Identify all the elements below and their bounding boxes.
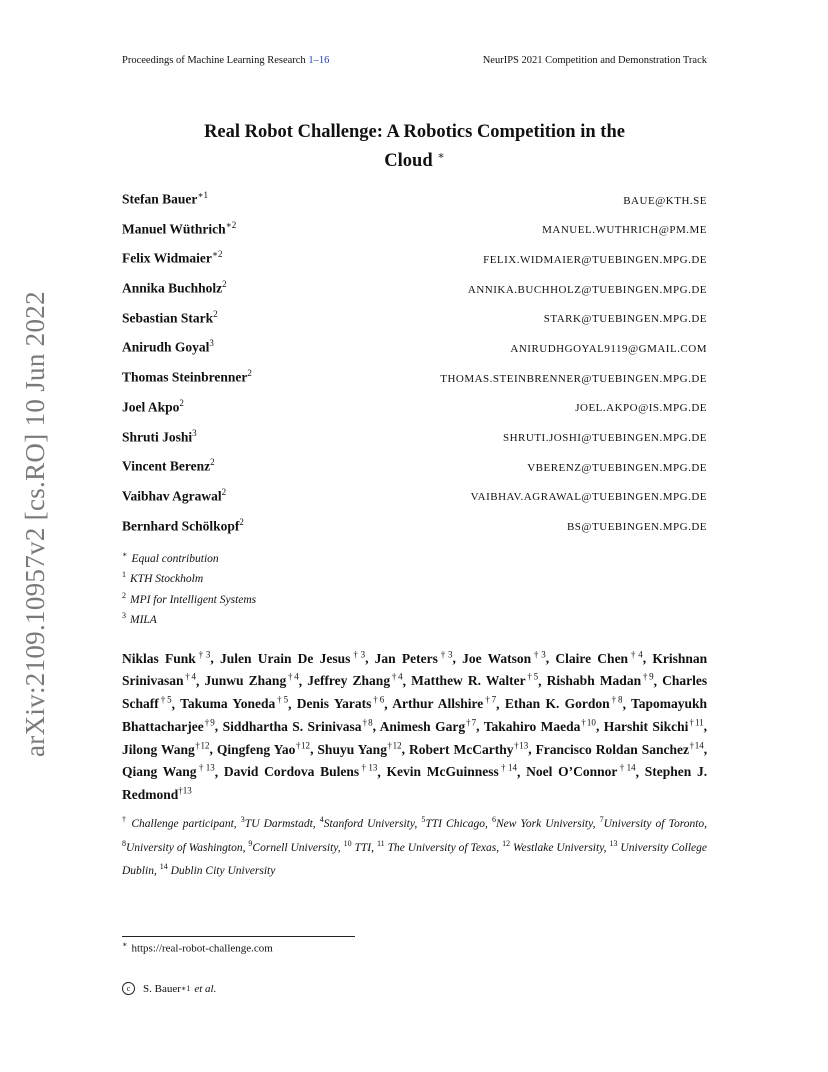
author-name: Joel Akpo$^2$ [122, 397, 184, 415]
participant-list: Niklas Funk$^{\dagger 3}$, Julen Urain De Jesus$^{\dagger 3}$, Jan Peters$^{\dagger 3}$, Joe Watson$^{\dagger 3}$, Claire Chen$^{\dagger 4}$, Krishnan Srinivasan$^{\dagger 4}$, Junwu Zhang$^{\dagger 4}$, Jeffrey Zhang$^{\dagger 4}$, Matthew R. Walter$^{\dagger 5}$, Rishabh Madan$^{\dagger 9}$, Charles Schaff$^{\dagger 5}$, Takuma Yoneda$^{\dagger 5}$, Denis Yarats$^{\dagger 6}$, Arthur Allshire$^{\dagger 7}$, Ethan K. Gordon$^{\dagger 8}$, Tapomayukh Bhattacharjee$^{\dagger 9}$, Siddhartha S. Srinivasa$^{\dagger 8}$, Animesh Garg$^{\dagger 7}$, Takahiro Maeda$^{\dagger 10}$, Harshit Sikchi$^{\dagger 11}$, Jilong Wang$^{\dagger 12}$, Qingfeng Yao$^{\dagger 12}$, Shuyu Yang$^{\dagger 12}$, Robert McCarthy$^{\dagger 13}$, Francisco Roldan Sanchez$^{\dagger 14}$, Qiang Wang$^{\dagger 13}$, David Cordova Bulens$^{\dagger 13}$, Kevin McGuinness$^{\dagger 14}$, Noel O’Connor$^{\dagger 14}$, Stephen J. Redmond$^{\dagger 13}$ [122, 649, 708, 803]
participant-name: Jan Peters$^{\dagger 3}$ [374, 649, 453, 666]
author-row [122, 338, 707, 368]
author-name: Thomas Steinbrenner$^2$ [122, 368, 252, 385]
affiliation-item: $^1$ KTH Stockholm [122, 570, 204, 586]
participant-name: Harshit Sikchi$^{\dagger 11}$ [603, 717, 704, 734]
participant-name: Robert McCarthy$^{\dagger 13}$ [409, 740, 529, 757]
participant-name: Shuyu Yang$^{\dagger 12}$ [317, 740, 402, 757]
title-line-2: Cloud ∗ [384, 150, 445, 172]
institution-item: $^6$New York University, [492, 815, 596, 830]
author-row [122, 279, 707, 309]
participant-name: David Cordova Bulens$^{\dagger 13}$ [223, 762, 378, 780]
author-email[interactable]: BS@TUEBINGEN.MPG.DE [566, 521, 707, 534]
institution-item: $^{13}$ University College Dublin, [122, 838, 708, 878]
participant-name: Takahiro Maeda$^{\dagger 10}$ [483, 717, 596, 734]
author-email[interactable]: THOMAS.STEINBRENNER@TUEBINGEN.MPG.DE [440, 372, 707, 385]
author-name: Bernhard Schölkopf$^2$ [122, 516, 244, 534]
affiliation-item: ∗ Equal contribution [122, 550, 219, 565]
author-row [122, 428, 707, 458]
author-name: Sebastian Stark$^2$ [122, 308, 218, 326]
author-name: Manuel Wüthrich$^{∗2}$ [122, 219, 237, 237]
participant-name: Junwu Zhang$^{\dagger 4}$ [204, 671, 299, 689]
author-row [122, 398, 707, 428]
participant-name: Animesh Garg$^{\dagger 7}$ [379, 717, 477, 734]
author-affiliation-mark: 2 [210, 457, 215, 468]
affiliation-item: $^3$ MILA [122, 610, 157, 626]
author-name: Stefan Bauer$^{∗1}$ [122, 190, 208, 207]
author-row [122, 487, 707, 517]
author-name: Anirudh Goyal$^3$ [122, 338, 214, 355]
running-head-left: Proceedings of Machine Learning Research 1–16 [122, 55, 330, 66]
running-head [122, 55, 707, 66]
author-name: Felix Widmaier$^{∗2}$ [122, 249, 223, 266]
title-line-1: Real Robot Challenge: A Robotics Competition in the [204, 122, 625, 142]
participant-name: Ethan K. Gordon$^{\dagger 8}$ [504, 694, 623, 712]
author-affiliation-mark: 2 [213, 308, 218, 319]
copyright-author: S. Bauer [143, 982, 181, 995]
author-name: Vincent Berenz$^2$ [122, 457, 215, 474]
institution-item: $^9$Cornell University, [248, 838, 341, 854]
author-email[interactable]: JOEL.AKPO@IS.MPG.DE [575, 402, 707, 415]
title-footnote-mark[interactable]: ∗ [437, 150, 445, 162]
participant-name: Arthur Allshire$^{\dagger 7}$ [392, 694, 497, 712]
author-affiliation-mark: 2 [179, 397, 184, 408]
author-affiliation-mark: 3 [209, 338, 214, 349]
participant-name: Jeffrey Zhang$^{\dagger 4}$ [307, 671, 403, 689]
author-affiliation-mark: 2 [221, 486, 227, 497]
participant-name: Charles Schaff$^{\dagger 5}$ [122, 673, 708, 712]
participant-name: Qiang Wang$^{\dagger 13}$ [122, 762, 215, 780]
participant-name: Noel O’Connor$^{\dagger 14}$ [526, 762, 636, 780]
affiliation-item: $^2$ MPI for Intelligent Systems [122, 590, 257, 606]
author-name: Shruti Joshi$^3$ [122, 427, 197, 444]
participant-name: Krishnan Srinivasan$^{\dagger 4}$ [122, 650, 708, 689]
author-affiliation-mark: ∗2 [225, 219, 237, 230]
author-email[interactable]: VBERENZ@TUEBINGEN.MPG.DE [527, 461, 707, 474]
institution-item: $^5$TTI Chicago, [421, 815, 488, 830]
author-name: Annika Buchholz$^2$ [122, 279, 227, 296]
author-email[interactable]: ANNIKA.BUCHHOLZ@TUEBINGEN.MPG.DE [467, 283, 707, 296]
participant-name: Joe Watson$^{\dagger 3}$ [462, 649, 546, 666]
institution-item: $^8$University of Washington, [122, 838, 246, 854]
author-email[interactable]: MANUEL.WUTHRICH@PM.ME [542, 224, 707, 237]
author-affiliation-mark: ∗2 [211, 249, 223, 260]
author-affiliation-mark: 2 [222, 279, 227, 290]
copyright-icon: c [122, 982, 135, 995]
author-row [122, 220, 707, 250]
institution-item: $^7$University of Toronto, [599, 815, 708, 830]
author-name: Vaibhav Agrawal$^2$ [122, 486, 227, 504]
title-footnote: ∗ https://real-robot-challenge.com [122, 940, 273, 955]
institution-item: $^{10}$ TTI, [343, 838, 375, 854]
participant-name: Niklas Funk$^{\dagger 3}$ [122, 649, 211, 666]
institution-item: $^4$Stanford University, [319, 815, 418, 830]
institution-item: † Challenge participant, [122, 815, 237, 830]
author-row [122, 457, 707, 487]
participant-name: Siddhartha S. Srinivasa$^{\dagger 8}$ [222, 717, 373, 734]
author-email[interactable]: SHRUTI.JOSHI@TUEBINGEN.MPG.DE [503, 432, 707, 444]
participant-institutions [122, 810, 707, 881]
author-row [122, 249, 707, 279]
participant-name: Stephen J. Redmond$^{\dagger 13}$ [122, 764, 708, 803]
author-affiliation-mark: 3 [192, 427, 197, 438]
participant-name: Takuma Yoneda$^{\dagger 5}$ [180, 694, 289, 712]
participant-name: Kevin McGuinness$^{\dagger 14}$ [386, 762, 517, 780]
institution-item: $^{14}$ Dublin City University [159, 862, 276, 878]
author-affiliation-mark: 2 [239, 516, 244, 527]
institution-item: $^3$TU Darmstadt, [240, 815, 316, 830]
challenge-url[interactable]: https://real-robot-challenge.com [131, 942, 273, 955]
participant-name: Qingfeng Yao$^{\dagger 12}$ [216, 740, 311, 757]
author-affiliation-mark: 2 [247, 368, 252, 379]
institution-item: $^{11}$ The University of Texas, [376, 838, 500, 854]
author-row [122, 309, 707, 339]
participant-name: Rishabh Madan$^{\dagger 9}$ [546, 671, 654, 689]
author-email[interactable]: STARK@TUEBINGEN.MPG.DE [543, 313, 707, 326]
participant-name: Matthew R. Walter$^{\dagger 5}$ [411, 671, 539, 689]
participant-name: Claire Chen$^{\dagger 4}$ [555, 649, 643, 666]
participant-name: Julen Urain De Jesus$^{\dagger 3}$ [220, 649, 366, 666]
arxiv-identifier: arXiv:2109.10957v2 [cs.RO] 10 Jun 2022 [20, 291, 50, 757]
participant-name: Francisco Roldan Sanchez$^{\dagger 14}$ [535, 740, 704, 757]
institution-item: $^{12}$ Westlake University, [502, 838, 607, 854]
author-email[interactable]: ANIRUDHGOYAL9119@GMAIL.COM [510, 342, 707, 355]
paper-title [122, 120, 707, 173]
author-row [122, 368, 707, 398]
copyright-line: c S. Bauer ∗1 et al. [122, 982, 216, 995]
author-email[interactable]: VAIBHAV.AGRAWAL@TUEBINGEN.MPG.DE [470, 491, 707, 504]
participant-name: Jilong Wang$^{\dagger 12}$ [122, 740, 210, 757]
author-list [122, 190, 707, 546]
copyright-etal: et al. [194, 982, 217, 995]
running-head-right: NeurIPS 2021 Competition and Demonstration Track [482, 55, 707, 66]
author-row [122, 190, 707, 220]
participant-name: Denis Yarats$^{\dagger 6}$ [296, 694, 385, 712]
author-affiliation-mark: ∗1 [197, 190, 208, 200]
author-email[interactable]: BAUE@KTH.SE [623, 194, 707, 207]
footnote-rule [122, 936, 355, 937]
author-row [122, 517, 707, 547]
affiliation-list [122, 547, 256, 628]
participant-name: Tapomayukh Bhattacharjee$^{\dagger 9}$ [122, 696, 708, 734]
page-range-link[interactable]: 1–16 [308, 55, 330, 66]
author-email[interactable]: FELIX.WIDMAIER@TUEBINGEN.MPG.DE [483, 253, 707, 266]
